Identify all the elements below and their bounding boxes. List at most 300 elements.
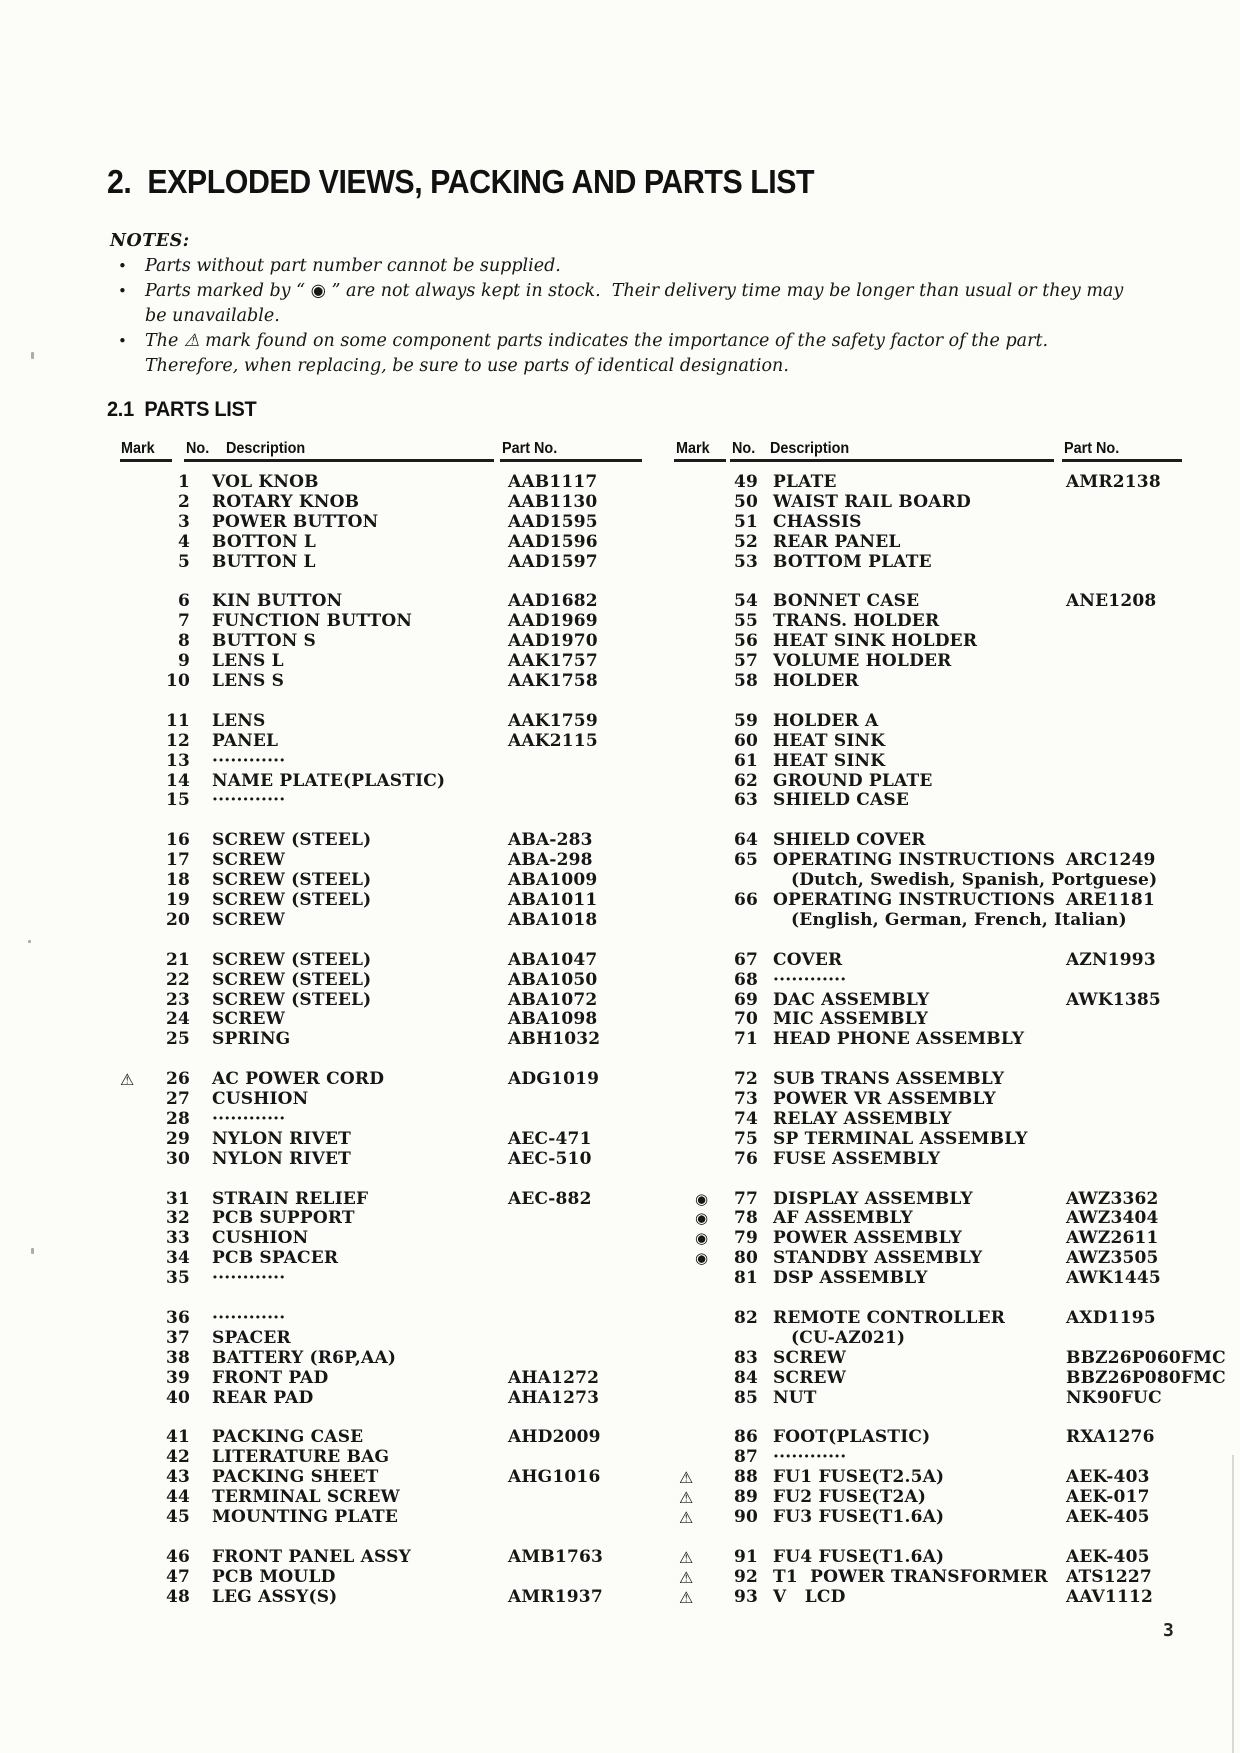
part-index: 1	[177, 472, 190, 492]
part-number: AWK1445	[1066, 1268, 1161, 1289]
parts-row	[678, 1389, 1218, 1409]
part-description: CUSHION	[212, 1228, 309, 1249]
column-gap	[758, 1110, 773, 1130]
part-number	[1066, 1130, 1218, 1150]
mark-cell	[108, 971, 160, 991]
mark-cell	[678, 1428, 722, 1448]
mark-cell	[678, 1110, 722, 1130]
mark-cell	[108, 712, 160, 732]
part-index: 18	[165, 870, 190, 891]
header-underline	[184, 459, 494, 462]
column-gap	[190, 1150, 212, 1170]
scan-artifact	[28, 940, 31, 943]
column-gap	[190, 1588, 212, 1608]
parts-group	[678, 1190, 1218, 1290]
part-description: ············	[773, 1447, 847, 1468]
part-number: AAB1117	[508, 472, 598, 492]
mark-cell	[108, 991, 160, 1011]
parts-row	[678, 1090, 1218, 1110]
part-index: 52	[733, 531, 758, 552]
part-index: 2	[177, 491, 190, 512]
part-number: BBZ26P060FMC	[1066, 1347, 1226, 1368]
parts-row	[108, 513, 648, 533]
part-number: AAD1970	[508, 631, 598, 652]
parts-row	[108, 533, 648, 553]
column-header-mark: Mark	[121, 440, 155, 457]
column-gap	[758, 1548, 773, 1568]
part-index: 60	[733, 730, 758, 751]
part-index	[722, 871, 758, 891]
parts-row	[678, 1588, 1218, 1608]
column-gap	[758, 1369, 773, 1389]
parts-row	[108, 1309, 648, 1329]
mark-cell	[678, 851, 722, 871]
part-description: HEAT SINK	[773, 750, 886, 771]
part-number	[508, 1209, 648, 1229]
part-number: AAK1758	[508, 671, 598, 692]
parts-row	[108, 1428, 648, 1448]
column-gap	[758, 533, 773, 553]
mark-cell	[108, 1090, 160, 1110]
part-index: 25	[165, 1029, 190, 1050]
mark-cell	[108, 473, 160, 493]
parts-row	[108, 712, 648, 732]
part-number: AAD1595	[508, 511, 598, 532]
parts-row	[108, 652, 648, 672]
part-index	[722, 911, 758, 931]
part-index: 20	[165, 909, 190, 930]
part-index: 7	[177, 611, 190, 632]
part-description: NAME PLATE(PLASTIC)	[212, 770, 446, 791]
mark-cell	[678, 951, 722, 971]
part-description: COVER	[773, 949, 843, 970]
part-index: 55	[733, 611, 758, 632]
parts-row	[678, 592, 1218, 612]
column-gap	[758, 1349, 773, 1369]
part-description: T1 POWER TRANSFORMER	[773, 1566, 1048, 1587]
mark-cell	[108, 592, 160, 612]
part-number: AEC-882	[508, 1188, 592, 1209]
part-index: 32	[165, 1208, 190, 1229]
parts-row	[678, 991, 1218, 1011]
part-description: MIC ASSEMBLY	[773, 1009, 929, 1030]
part-description: SPACER	[212, 1327, 291, 1348]
part-number	[1066, 1090, 1218, 1110]
part-index: 11	[165, 710, 190, 731]
part-index: 29	[165, 1128, 190, 1149]
parts-row	[108, 1508, 648, 1528]
note-item	[110, 329, 1145, 379]
part-number: RXA1276	[1066, 1427, 1155, 1448]
part-index: 89	[733, 1487, 758, 1508]
part-number	[1066, 831, 1218, 851]
part-index: 65	[733, 850, 758, 871]
part-description: SHIELD COVER	[773, 830, 926, 851]
column-gap	[190, 991, 212, 1011]
part-number: ABA1098	[508, 1009, 598, 1030]
part-number	[508, 1090, 648, 1110]
part-description: ············	[212, 750, 286, 771]
parts-group	[108, 831, 648, 931]
column-gap	[758, 1190, 773, 1210]
parts-row	[678, 493, 1218, 513]
part-description: BUTTON S	[212, 631, 317, 652]
scan-edge-line	[1232, 1455, 1234, 1753]
column-gap	[190, 971, 212, 991]
parts-group	[108, 951, 648, 1051]
part-index: 9	[177, 651, 190, 672]
parts-row	[678, 1367, 1226, 1389]
part-description: AC POWER CORD	[212, 1069, 385, 1090]
part-index: 36	[165, 1307, 190, 1328]
column-gap	[190, 1468, 212, 1488]
parts-table-right	[678, 472, 1226, 1627]
part-index: 75	[733, 1128, 758, 1149]
notes-section	[110, 229, 1145, 379]
parts-row	[108, 1010, 648, 1030]
bullet-icon: •	[118, 282, 127, 300]
column-gap	[190, 791, 212, 811]
part-description: POWER VR ASSEMBLY	[773, 1089, 996, 1110]
part-description: SPRING	[212, 1029, 291, 1050]
column-gap	[190, 1249, 212, 1269]
part-description: SCREW (STEEL)	[212, 949, 372, 970]
part-description: BONNET CASE	[773, 591, 920, 612]
column-gap	[758, 851, 773, 871]
part-number	[1066, 712, 1218, 732]
column-gap	[190, 1329, 212, 1349]
parts-group	[678, 592, 1218, 692]
parts-group	[108, 473, 648, 573]
header-underline	[500, 459, 642, 462]
part-description: OPERATING INSTRUCTIONS	[773, 889, 1056, 910]
mark-cell	[678, 871, 722, 891]
parts-row	[108, 473, 648, 493]
part-index: 81	[733, 1268, 758, 1289]
column-gap	[758, 513, 773, 533]
column-gap	[758, 791, 773, 811]
stock-mark-icon: ◉	[695, 1209, 709, 1228]
column-gap	[758, 493, 773, 513]
part-number: ABA-283	[508, 830, 593, 851]
mark-cell	[678, 652, 722, 672]
mark-cell	[678, 1150, 722, 1170]
part-index: 46	[165, 1546, 190, 1567]
mark-cell	[108, 772, 160, 792]
parts-row	[678, 1190, 1218, 1210]
mark-cell	[678, 772, 722, 792]
mark-cell	[678, 632, 722, 652]
part-description: FU3 FUSE(T1.6A)	[773, 1507, 945, 1527]
part-index: 84	[733, 1367, 758, 1388]
part-index: 66	[733, 889, 758, 910]
column-gap	[190, 1488, 212, 1508]
part-number: AHA1273	[508, 1387, 600, 1408]
part-description: POWER ASSEMBLY	[773, 1228, 963, 1249]
part-number: AZN1993	[1066, 949, 1156, 970]
part-number: ABA1009	[508, 870, 598, 891]
header-underline	[674, 459, 726, 462]
mark-cell	[108, 1110, 160, 1130]
column-gap	[190, 652, 212, 672]
column-header-part-no: Part No.	[1064, 440, 1120, 457]
part-description: PCB MOULD	[212, 1566, 336, 1587]
parts-group	[678, 712, 1218, 812]
column-gap	[758, 1090, 773, 1110]
part-index: 15	[165, 790, 190, 811]
part-description: HOLDER	[773, 671, 859, 692]
parts-row	[678, 732, 1218, 752]
part-number: ARE1181	[1066, 889, 1155, 910]
parts-group	[108, 592, 648, 692]
parts-row	[678, 951, 1218, 971]
parts-row	[678, 1010, 1218, 1030]
column-gap	[190, 1369, 212, 1389]
part-description: REMOTE CONTROLLER	[773, 1307, 1006, 1328]
part-description: VOL KNOB	[212, 472, 319, 492]
column-gap	[190, 732, 212, 752]
parts-row	[678, 632, 1218, 652]
parts-group	[108, 1309, 648, 1409]
part-description: TERMINAL SCREW	[212, 1487, 400, 1508]
part-description: SCREW	[212, 1009, 285, 1030]
part-index: 53	[733, 551, 758, 572]
column-gap	[190, 831, 212, 851]
part-number	[508, 752, 648, 772]
safety-mark-icon: ⚠	[679, 1468, 694, 1488]
part-index: 22	[165, 969, 190, 990]
column-gap	[758, 951, 773, 971]
part-index: 6	[177, 591, 190, 612]
note-line: The ⚠ mark found on some component parts indicates the importance of the safety factor of the part.	[145, 331, 1049, 351]
part-number: ABA1047	[508, 949, 598, 970]
part-index: 4	[177, 531, 190, 552]
part-index: 41	[165, 1427, 190, 1448]
mark-cell	[678, 473, 722, 493]
section-title: 2.1 PARTS LIST	[107, 398, 257, 421]
column-gap	[190, 1508, 212, 1528]
column-gap	[190, 772, 212, 792]
part-number	[508, 791, 648, 811]
part-index: 17	[165, 850, 190, 871]
part-number: AAD1969	[508, 611, 598, 632]
parts-row	[108, 1468, 648, 1488]
column-gap	[190, 1349, 212, 1369]
column-gap	[190, 672, 212, 692]
part-number	[1066, 871, 1218, 891]
parts-row	[678, 652, 1218, 672]
notes-label: NOTES:	[110, 231, 190, 251]
parts-row	[108, 672, 648, 692]
part-index: 30	[165, 1148, 190, 1169]
parts-row	[108, 791, 648, 811]
part-index: 3	[177, 511, 190, 532]
mark-cell	[108, 1369, 160, 1389]
part-number: ABA1011	[508, 889, 598, 910]
parts-row	[678, 1347, 1226, 1369]
column-gap	[190, 871, 212, 891]
part-number: AAD1597	[508, 551, 598, 572]
column-gap	[758, 1130, 773, 1150]
mark-cell	[108, 1309, 160, 1329]
note-item	[110, 254, 1145, 279]
part-number: AMR1937	[508, 1586, 603, 1607]
column-gap	[758, 1030, 773, 1050]
mark-cell	[108, 533, 160, 553]
mark-cell	[108, 1508, 160, 1528]
column-gap	[190, 513, 212, 533]
parts-row	[108, 871, 648, 891]
part-number: AEC-471	[508, 1128, 592, 1149]
part-description: NYLON RIVET	[212, 1148, 351, 1169]
mark-cell	[678, 1130, 722, 1150]
mark-cell	[108, 652, 160, 672]
part-number	[508, 1229, 648, 1249]
column-gap	[758, 891, 773, 911]
parts-row	[108, 971, 648, 991]
column-gap	[190, 1010, 212, 1030]
part-number	[1066, 612, 1218, 632]
parts-row	[108, 891, 648, 911]
part-description: TRANS. HOLDER	[773, 611, 940, 632]
part-description: STANDBY ASSEMBLY	[773, 1248, 983, 1269]
mark-cell	[678, 1369, 722, 1389]
part-number: AHG1016	[508, 1467, 601, 1488]
mark-cell	[108, 1130, 160, 1150]
mark-cell	[678, 831, 722, 851]
part-description: HEAT SINK HOLDER	[773, 631, 978, 652]
column-gap	[190, 1309, 212, 1329]
column-header-no: No.	[186, 440, 210, 457]
part-index: 83	[733, 1347, 758, 1368]
column-gap	[758, 652, 773, 672]
part-index: 19	[165, 889, 190, 910]
part-description: ROTARY KNOB	[212, 491, 360, 512]
part-description: SCREW (STEEL)	[212, 969, 372, 990]
mark-cell	[678, 1070, 722, 1090]
part-index: 69	[733, 989, 758, 1010]
part-description: CHASSIS	[773, 511, 862, 532]
parts-row	[678, 1130, 1218, 1150]
stock-mark-icon: ◉	[695, 1189, 709, 1208]
part-number	[1066, 1448, 1218, 1468]
part-description: KIN BUTTON	[212, 591, 343, 612]
parts-row	[678, 1508, 1218, 1528]
column-header-mark: Mark	[676, 440, 710, 457]
mark-cell	[678, 1329, 722, 1349]
column-gap	[190, 891, 212, 911]
column-gap	[190, 612, 212, 632]
part-index: 8	[177, 631, 190, 652]
column-gap	[758, 1309, 773, 1329]
column-gap	[190, 1548, 212, 1568]
part-number: AWK1385	[1066, 989, 1161, 1010]
part-number: AAV1112	[1066, 1586, 1154, 1607]
column-gap	[190, 1090, 212, 1110]
mark-cell	[108, 1468, 160, 1488]
mark-cell	[108, 513, 160, 533]
part-description: LENS S	[212, 671, 285, 692]
parts-row	[678, 1229, 1218, 1249]
parts-row	[678, 1209, 1218, 1229]
note-line: Parts without part number cannot be supplied.	[145, 256, 561, 276]
part-number: AAK1759	[508, 710, 598, 731]
part-number: AEK-405	[1066, 1546, 1150, 1567]
part-index: 50	[733, 491, 758, 512]
part-description: DAC ASSEMBLY	[773, 989, 930, 1010]
part-description: POWER BUTTON	[212, 511, 379, 532]
column-gap	[758, 632, 773, 652]
mark-cell	[678, 1309, 722, 1329]
parts-row	[678, 1448, 1218, 1468]
mark-cell	[108, 553, 160, 573]
mark-cell	[678, 1389, 722, 1409]
part-number	[508, 1488, 648, 1508]
part-index: 78	[733, 1208, 758, 1229]
part-description: STRAIN RELIEF	[212, 1188, 369, 1209]
parts-row	[108, 831, 648, 851]
parts-group	[108, 1428, 648, 1528]
parts-row	[108, 1548, 648, 1568]
part-description: LENS L	[212, 651, 284, 672]
parts-group	[678, 831, 1218, 931]
part-number: AEK-405	[1066, 1507, 1150, 1527]
parts-row	[108, 592, 648, 612]
mark-cell	[108, 951, 160, 971]
mark-cell	[108, 851, 160, 871]
part-number: NK90FUC	[1066, 1387, 1162, 1408]
column-header-description: Description	[226, 440, 306, 457]
part-description: SCREW (STEEL)	[212, 989, 372, 1010]
part-index: 92	[733, 1566, 758, 1587]
part-description: FU2 FUSE(T2A)	[773, 1487, 927, 1508]
parts-row	[108, 772, 648, 792]
column-gap	[758, 1448, 773, 1468]
column-gap	[758, 772, 773, 792]
bullet-icon: •	[118, 257, 127, 275]
safety-mark-icon: ⚠	[679, 1587, 694, 1607]
mark-cell	[108, 791, 160, 811]
part-description: FU1 FUSE(T2.5A)	[773, 1467, 945, 1488]
column-gap	[758, 1428, 773, 1448]
part-description: REAR PANEL	[773, 531, 901, 552]
parts-table-left	[108, 473, 648, 1627]
part-description: BOTTON L	[212, 531, 317, 552]
part-index: 58	[733, 671, 758, 692]
part-description: SHIELD CASE	[773, 790, 910, 811]
column-gap	[758, 1468, 773, 1488]
column-gap	[190, 1428, 212, 1448]
part-number: AEK-403	[1066, 1467, 1150, 1488]
parts-row	[108, 1568, 648, 1588]
mark-cell	[678, 1010, 722, 1030]
mark-cell	[108, 1329, 160, 1349]
parts-row	[108, 951, 648, 971]
part-number	[1066, 1070, 1218, 1090]
part-index: 21	[165, 949, 190, 970]
mark-cell	[678, 732, 722, 752]
part-description: HEAT SINK	[773, 730, 886, 751]
part-number: AWZ3404	[1066, 1208, 1159, 1229]
mark-cell	[108, 1568, 160, 1588]
column-gap	[758, 1269, 773, 1289]
column-gap	[758, 473, 773, 493]
mark-cell	[108, 1448, 160, 1468]
column-gap	[758, 553, 773, 573]
part-number	[508, 772, 648, 792]
column-gap	[758, 871, 773, 891]
parts-row	[108, 553, 648, 573]
